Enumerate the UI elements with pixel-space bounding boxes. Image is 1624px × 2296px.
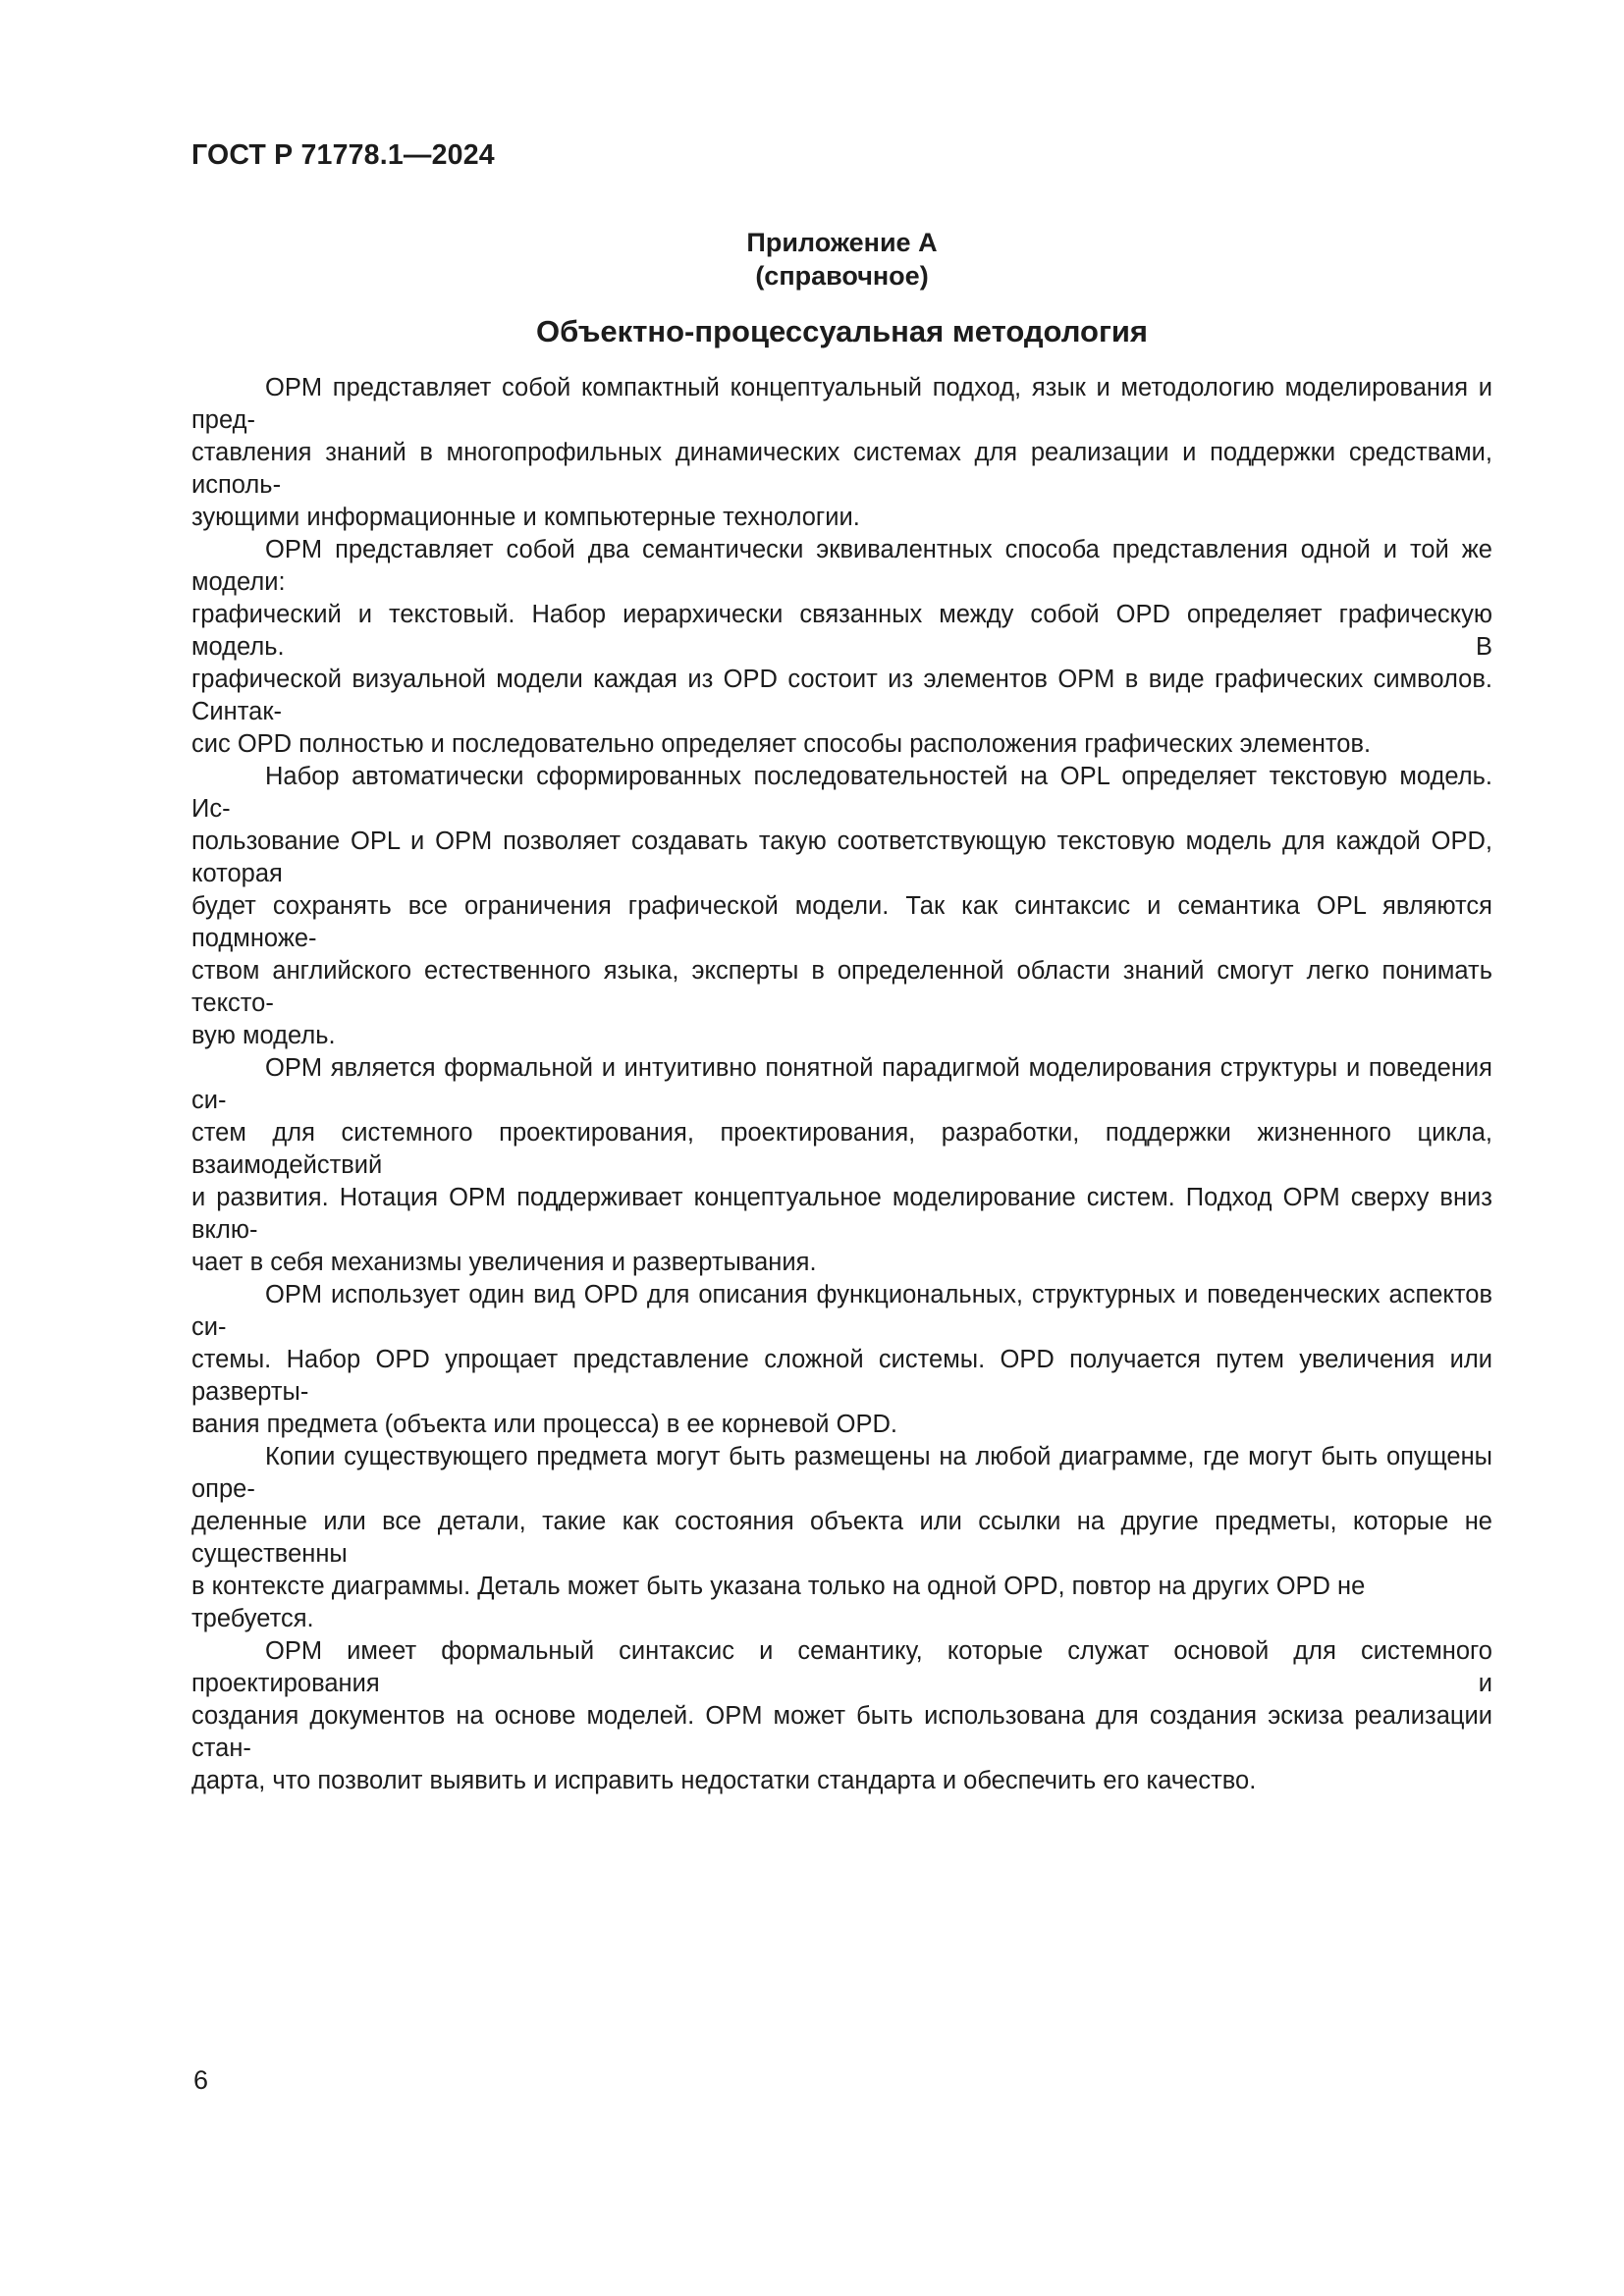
appendix-type-label: (справочное) [755, 261, 929, 291]
appendix-heading [191, 226, 1492, 293]
text-line: создания документов на основе моделей. OPM может быть использована для создания эскиза реализации стан- [191, 1702, 1492, 1762]
text-line: вую модель. [191, 1022, 336, 1049]
text-line: пользование OPL и OPM позволяет создавать такую соответствующую текстовую модель для каждой OPD, которая [191, 828, 1492, 887]
section-title: Объектно-процессуальная методология [535, 314, 1148, 348]
text-line: OPM является формальной и интуитивно понятной парадигмой моделирования структуры и поведения си- [191, 1054, 1492, 1114]
text-line: Копии существующего предмета могут быть размещены на любой диаграмме, где могут быть опущены опре- [191, 1443, 1492, 1503]
text-line: OPM представляет собой компактный концептуальный подход, язык и методологию моделирования и пред- [191, 374, 1492, 434]
text-line: ставления знаний в многопрофильных динамических системах для реализации и поддержки средствами, исполь- [191, 439, 1492, 499]
text-line: зующими информационные и компьютерные технологии. [191, 504, 860, 531]
text-line: в контексте диаграммы. Деталь может быть указана только на одной OPD, повтор на других OPD не требуется. [191, 1573, 1366, 1632]
text-line: будет сохранять все ограничения графической модели. Так как синтаксис и семантика OPL являются подмноже- [191, 892, 1492, 952]
text-line: чает в себя механизмы увеличения и развертывания. [191, 1249, 817, 1276]
text-line: графический и текстовый. Набор иерархически связанных между собой OPD определяет графическую модель. В [191, 601, 1492, 661]
text-line: вания предмета (объекта или процесса) в ее корневой OPD. [191, 1411, 897, 1438]
body-text [191, 372, 1492, 1797]
text-line: Набор автоматически сформированных последовательностей на OPL определяет текстовую модель. Ис- [191, 763, 1492, 823]
text-line: OPM использует один вид OPD для описания функциональных, структурных и поведенческих аспектов си- [191, 1281, 1492, 1341]
text-line: стемы. Набор OPD упрощает представление сложной системы. OPD получается путем увеличения или разверты- [191, 1346, 1492, 1406]
text-line: деленные или все детали, такие как состояния объекта или ссылки на другие предметы, которые не существенны [191, 1508, 1492, 1568]
text-line: графической визуальной модели каждая из OPD состоит из элементов OPM в виде графических символов. Синтак- [191, 666, 1492, 725]
text-line: ством английского естественного языка, эксперты в определенной области знаний смогут легко понимать тексто- [191, 957, 1492, 1017]
standard-number-header: ГОСТ Р 71778.1—2024 [191, 139, 495, 171]
appendix-label: Приложение А [746, 228, 938, 257]
text-line: OPM представляет собой два семантически эквивалентных способа представления одной и той же модели: [191, 536, 1492, 596]
text-line: дарта, что позволит выявить и исправить недостатки стандарта и обеспечить его качество. [191, 1767, 1257, 1794]
text-line: OPM имеет формальный синтаксис и семантику, которые служат основой для системного проектирования и [191, 1637, 1492, 1697]
text-line: сис OPD полностью и последовательно определяет способы расположения графических элементов. [191, 730, 1372, 758]
page-number: 6 [193, 2065, 209, 2095]
text-line: и развития. Нотация OPM поддерживает концептуальное моделирование систем. Подход OPM сверху вниз вклю- [191, 1184, 1492, 1244]
text-line: стем для системного проектирования, проектирования, разработки, поддержки жизненного цикла, взаимодействий [191, 1119, 1492, 1179]
